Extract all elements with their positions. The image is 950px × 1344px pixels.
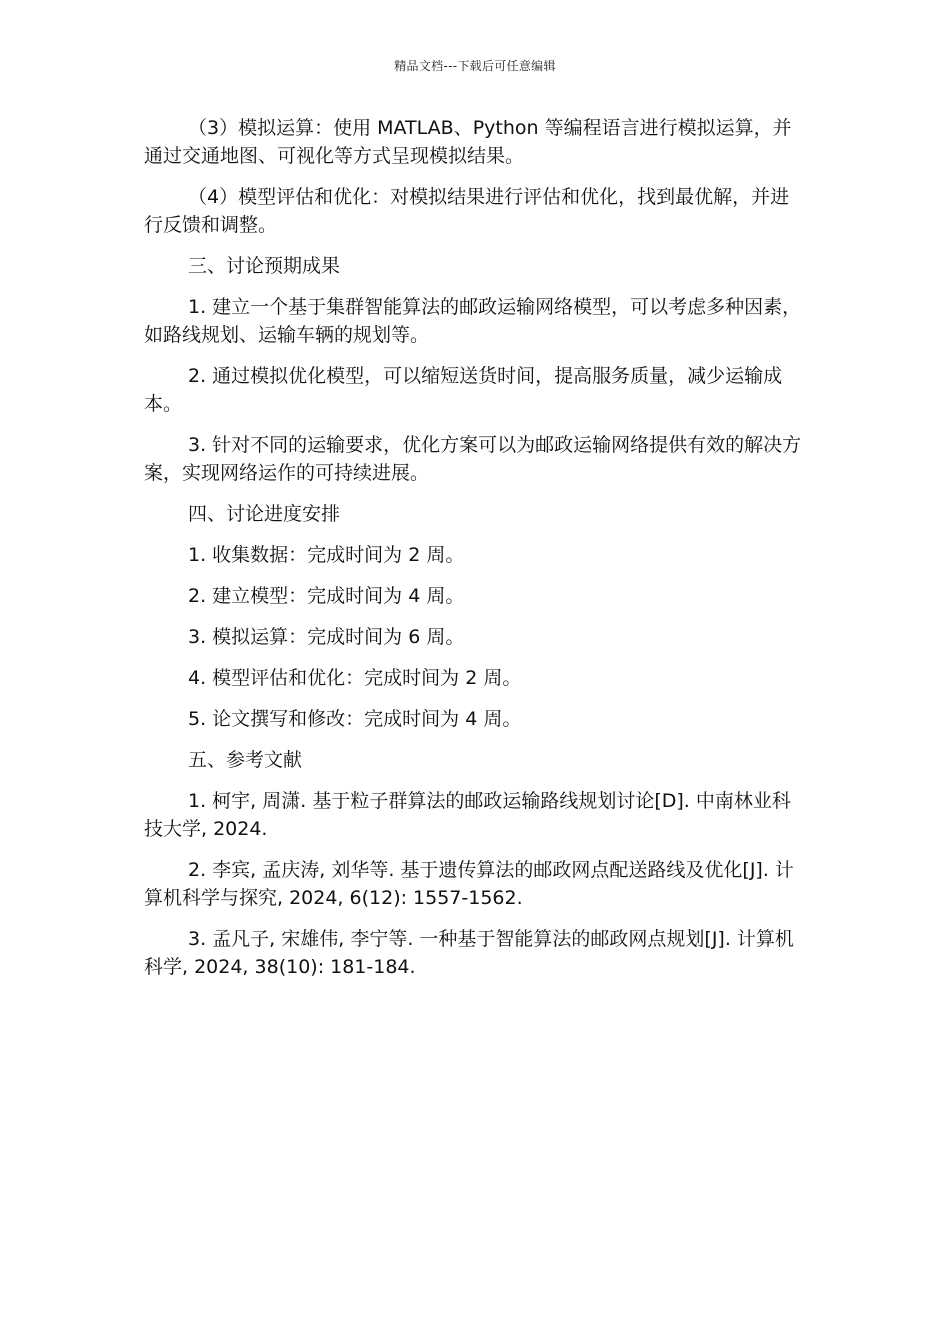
reference-item-1: 1. 柯宇, 周潇. 基于粒子群算法的邮政运输路线规划讨论[D]. 中南林业科技大学, 2024. xyxy=(144,790,791,840)
list-item-schedule-5: 5. 论文撰写和修改：完成时间为 4 周。 xyxy=(188,708,522,730)
document-body xyxy=(144,114,808,994)
section-heading-references: 五、参考文献 xyxy=(188,749,303,771)
list-item-schedule-2: 2. 建立模型：完成时间为 4 周。 xyxy=(188,585,465,607)
page-header: 精品文档---下载后可任意编辑 xyxy=(394,59,556,73)
section-heading-expected-results: 三、讨论预期成果 xyxy=(188,255,341,277)
paragraph-evaluation: （4）模型评估和优化：对模拟结果进行评估和优化，找到最优解，并进行反馈和调整。 xyxy=(144,186,790,236)
reference-item-3: 3. 孟凡子, 宋雄伟, 李宁等. 一种基于智能算法的邮政网点规划[J]. 计算机科学, 2024, 38(10): 181-184. xyxy=(144,928,794,978)
list-item-result-3: 3. 针对不同的运输要求，优化方案可以为邮政运输网络提供有效的解决方案，实现网络运作的可持续进展。 xyxy=(144,434,802,484)
list-item-result-2: 2. 通过模拟优化模型，可以缩短送货时间，提高服务质量，减少运输成本。 xyxy=(144,365,783,415)
list-item-result-1: 1. 建立一个基于集群智能算法的邮政运输网络模型，可以考虑多种因素，如路线规划、运输车辆的规划等。 xyxy=(144,296,802,346)
paragraph-simulation: （3）模拟运算：使用 MATLAB、Python 等编程语言进行模拟运算，并通过交通地图、可视化等方式呈现模拟结果。 xyxy=(144,117,792,167)
list-item-schedule-1: 1. 收集数据：完成时间为 2 周。 xyxy=(188,544,465,566)
list-item-schedule-4: 4. 模型评估和优化：完成时间为 2 周。 xyxy=(188,667,522,689)
reference-item-2: 2. 李宾, 孟庆涛, 刘华等. 基于遗传算法的邮政网点配送路线及优化[J]. 计算机科学与探究, 2024, 6(12): 1557-1562. xyxy=(144,859,794,909)
section-heading-schedule: 四、讨论进度安排 xyxy=(188,503,341,525)
list-item-schedule-3: 3. 模拟运算：完成时间为 6 周。 xyxy=(188,626,465,648)
